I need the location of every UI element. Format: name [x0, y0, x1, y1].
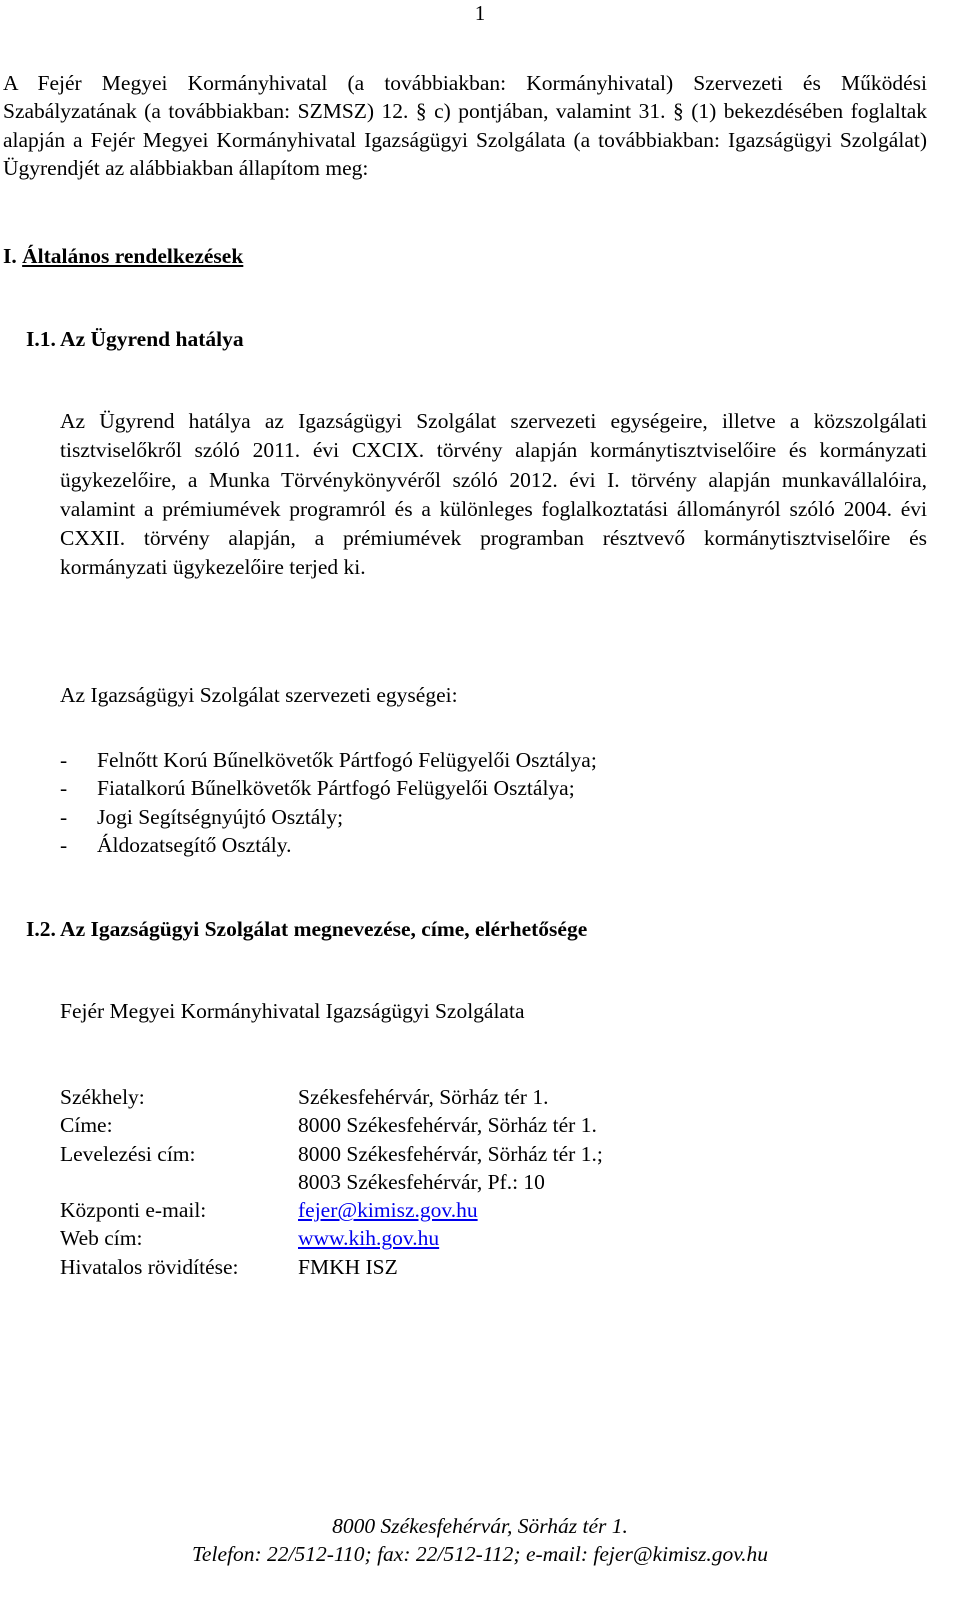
subsection-heading-contact: I.2. Az Igazságügyi Szolgálat megnevezése, címe, elérhetősége [26, 917, 588, 941]
list-item [60, 803, 597, 831]
contact-value: 8003 Székesfehérvár, Pf.: 10 [298, 1169, 545, 1194]
section-heading-general [3, 243, 243, 269]
contact-value: 8000 Székesfehérvár, Sörház tér 1.; [298, 1141, 603, 1166]
subsection-heading-scope: I.1. Az Ügyrend hatálya [26, 327, 244, 351]
contact-label: Központi e-mail: [60, 1198, 207, 1223]
list-bullet: - [60, 776, 68, 801]
contact-value: Székesfehérvár, Sörház tér 1. [298, 1085, 549, 1109]
units-title: Az Igazságügyi Szolgálat szervezeti egységei: [60, 683, 458, 707]
contact-value: FMKH ISZ [298, 1254, 398, 1279]
contact-row-address [60, 1111, 603, 1139]
scope-paragraph: Az Ügyrend hatálya az Igazságügyi Szolgálat szervezeti egységeire, illetve a közszolgálati tisztviselőkről szóló 2011. évi CXCIX. törvény alapján kormánytisztviselőire és kormányzati ügykezelőire, a Munka Törvénykönyvéről szóló 2012. évi I. törvény alapján munkavállalóira, valamint a prémiumévek programról és a különleges foglalkoztatási állományról szóló 2004. évi CXXII. törvény alapján, a prémiumévek programban résztvevő kormánytisztviselőire és kormányzati ügykezelőire terjed ki. [60, 409, 927, 580]
list-item [60, 831, 597, 859]
contact-value: 8000 Székesfehérvár, Sörház tér 1. [298, 1113, 597, 1138]
contact-label: Hivatalos rövidítése: [60, 1254, 239, 1279]
footer-address: 8000 Székesfehérvár, Sörház tér 1. [332, 1514, 628, 1538]
contact-label: Címe: [60, 1113, 113, 1138]
units-list [60, 746, 597, 859]
section-number: I. [3, 244, 23, 268]
unit-name: Jogi Segítségnyújtó Osztály; [97, 804, 344, 829]
contact-row-email [60, 1196, 603, 1224]
footer-contact: Telefon: 22/512-110; fax: 22/512-112; e-mail: fejer@kimisz.gov.hu [191, 1542, 769, 1566]
section-title: Általános rendelkezések [22, 244, 244, 268]
contact-table [60, 1083, 603, 1281]
unit-name: Felnőtt Korú Bűnelkövetők Pártfogó Felügyelői Osztálya; [97, 748, 597, 772]
list-item [60, 746, 597, 774]
list-item [60, 774, 597, 802]
organization-name: Fejér Megyei Kormányhivatal Igazságügyi Szolgálata [60, 999, 525, 1023]
list-bullet: - [60, 748, 68, 772]
contact-row-pobox [60, 1168, 603, 1196]
contact-label: Székhely: [60, 1085, 145, 1109]
contact-row-abbreviation [60, 1253, 603, 1281]
contact-row-web [60, 1224, 603, 1252]
contact-label [60, 1168, 298, 1196]
intro-paragraph: A Fejér Megyei Kormányhivatal (a továbbiakban: Kormányhivatal) Szervezeti és Működési Szabályzatának (a továbbiakban: SZMSZ) 12. § c) pontjában, valamint 31. § (1) bekezdésében foglaltak alapján a Fejér Megyei Kormányhivatal Igazságügyi Szolgálata (a továbbiakban: Igazságügyi Szolgálat) Ügyrendjét az alábbiakban állapítom meg: [3, 71, 927, 180]
contact-row-seat [60, 1083, 603, 1111]
contact-label: Web cím: [60, 1226, 143, 1251]
unit-name: Fiatalkorú Bűnelkövetők Pártfogó Felügyelői Osztálya; [97, 776, 575, 801]
email-link[interactable]: fejer@kimisz.gov.hu [298, 1198, 478, 1223]
list-bullet: - [60, 804, 68, 829]
unit-name: Áldozatsegítő Osztály. [97, 832, 292, 857]
page-number: 1 [474, 1, 486, 25]
list-bullet: - [60, 832, 68, 857]
contact-label: Levelezési cím: [60, 1141, 196, 1166]
web-link[interactable]: www.kih.gov.hu [298, 1226, 440, 1251]
contact-row-mailing [60, 1140, 603, 1168]
